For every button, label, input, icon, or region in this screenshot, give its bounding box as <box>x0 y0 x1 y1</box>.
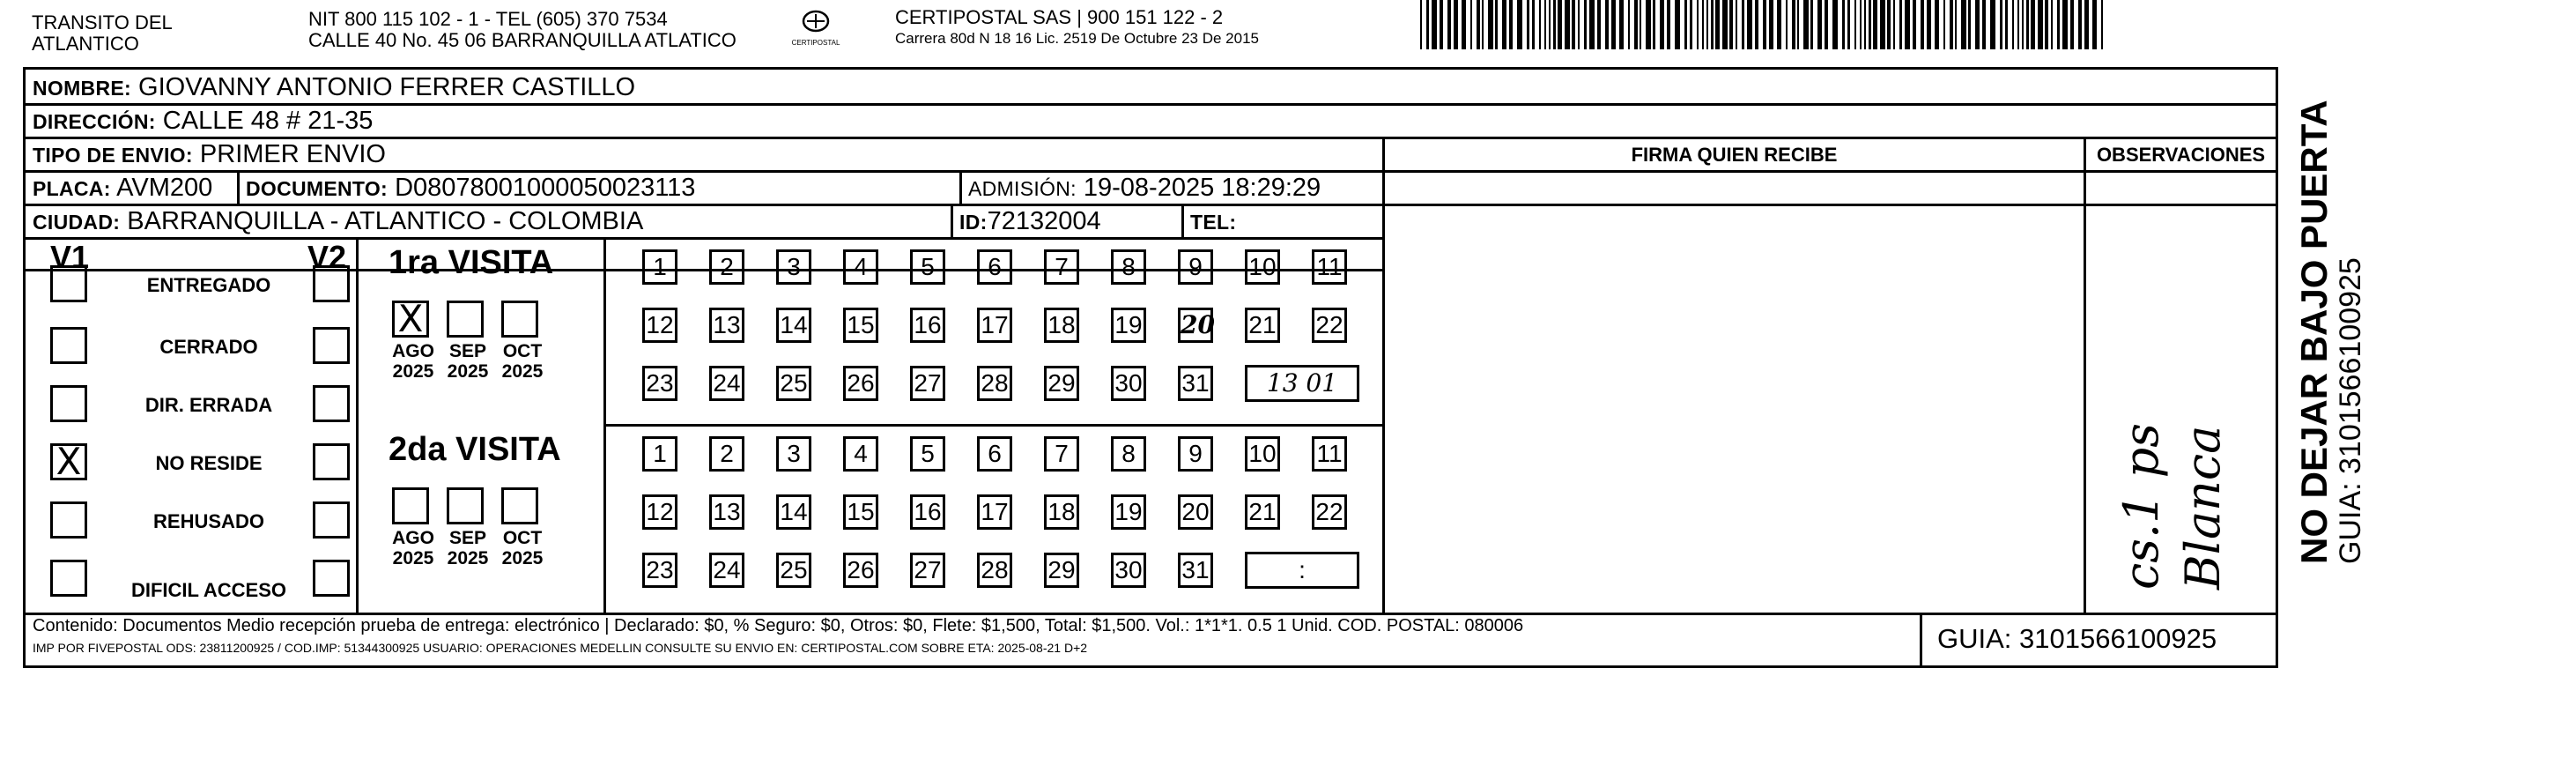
month-label: OCT 2025 <box>501 341 544 382</box>
day-box[interactable]: 30 <box>1111 366 1146 401</box>
admision-value: 19-08-2025 18:29:29 <box>1083 174 1321 202</box>
tel-field: TEL: <box>1190 211 1237 234</box>
status-label: NO RESIDE <box>155 452 263 474</box>
observaciones-heading: OBSERVACIONES <box>2096 144 2266 166</box>
day-box[interactable]: 13 <box>709 494 744 530</box>
day-box[interactable]: 19 <box>1111 494 1146 530</box>
day-box[interactable]: 28 <box>977 553 1012 588</box>
nombre-value: GIOVANNY ANTONIO FERRER CASTILLO <box>138 73 636 101</box>
documento-field: DOCUMENTO: D08078001000050023113 <box>246 174 696 202</box>
day-box[interactable]: 27 <box>910 553 945 588</box>
v1-checkbox[interactable] <box>50 560 87 597</box>
id-value: 72132004 <box>987 207 1101 235</box>
day-box[interactable]: 17 <box>977 494 1012 530</box>
day-box[interactable]: 10 <box>1245 436 1280 472</box>
issuer-name: TRANSITO DEL ATLANTICO <box>32 11 173 55</box>
observation-note-line1: cs.1 ps <box>2113 423 2169 590</box>
day-box[interactable]: 24 <box>709 366 744 401</box>
id-field: ID:72132004 <box>959 207 1101 235</box>
day-box[interactable]: 20 <box>1178 494 1213 530</box>
day-box[interactable]: 29 <box>1044 553 1079 588</box>
placa-value: AVM200 <box>116 174 213 202</box>
day-box[interactable]: 1 <box>642 436 677 472</box>
day-box[interactable]: 19 <box>1111 308 1146 343</box>
ciudad-value: BARRANQUILLA - ATLANTICO - COLOMBIA <box>127 207 644 235</box>
ciudad-field: CIUDAD: BARRANQUILLA - ATLANTICO - COLOMBIA <box>33 207 644 235</box>
placa-field: PLACA: AVM200 <box>33 174 213 202</box>
v2-checkbox[interactable] <box>313 443 350 480</box>
day-box[interactable]: 3 <box>776 436 811 472</box>
v2-checkbox[interactable] <box>313 501 350 539</box>
day-box[interactable]: 17 <box>977 308 1012 343</box>
day-box[interactable]: 29 <box>1044 366 1079 401</box>
side-guia: GUIA: 3101566100925 <box>2334 257 2367 564</box>
day-box[interactable]: 2 <box>709 436 744 472</box>
status-label: ENTREGADO <box>146 274 271 296</box>
day-box[interactable]: 21 <box>1245 308 1280 343</box>
day-box[interactable]: 18 <box>1044 308 1079 343</box>
day-box[interactable]: 6 <box>977 249 1012 285</box>
time-box[interactable]: 13 01 <box>1245 365 1359 402</box>
v2-checkbox[interactable] <box>313 385 350 422</box>
day-box[interactable]: 8 <box>1111 436 1146 472</box>
status-label: DIFICIL ACCESO <box>130 579 286 601</box>
status-label: CERRADO <box>159 336 258 358</box>
day-box[interactable]: 25 <box>776 366 811 401</box>
day-box[interactable]: 4 <box>843 436 878 472</box>
month-label: OCT 2025 <box>501 528 544 568</box>
day-box[interactable]: 25 <box>776 553 811 588</box>
day-box[interactable]: 7 <box>1044 249 1079 285</box>
day-box[interactable]: 26 <box>843 553 878 588</box>
day-box[interactable]: 8 <box>1111 249 1146 285</box>
observation-note-line2: Blanca <box>2175 425 2231 590</box>
day-box[interactable]: 1 <box>642 249 677 285</box>
contenido-line: Contenido: Documentos Medio recepción prueba de entrega: electrónico | Declarado: $0, % Seguro: $0, Otros: $0, Flete: $1,500, Total: $1,500. Vol.: 1*1*1. 0.5 1 Unid. COD. POSTAL: 080006 <box>33 616 1524 635</box>
imp-line: IMP POR FIVEPOSTAL ODS: 23811200925 / COD.IMP: 51344300925 USUARIO: OPERACIONES MEDELLIN CONSULTE SU ENVIO EN: CERTIPOSTAL.COM SOBRE ETA: 2025-08-21 D+2 <box>33 641 1088 655</box>
delivery-form <box>23 67 2278 668</box>
v2-checkbox[interactable] <box>313 327 350 364</box>
v1-checkbox[interactable] <box>50 501 87 539</box>
side-notice <box>2294 100 2366 564</box>
direccion-value: CALLE 48 # 21-35 <box>162 107 374 135</box>
day-box[interactable]: 31 <box>1178 553 1213 588</box>
month-label: AGO 2025 <box>392 341 434 382</box>
certipostal-logo: CERTIPOSTAL <box>788 5 844 51</box>
day-box[interactable]: 9 <box>1178 249 1213 285</box>
v1-checkbox[interactable]: X <box>50 443 87 480</box>
month-checkbox[interactable] <box>392 487 429 524</box>
day-box[interactable]: 11 <box>1312 249 1347 285</box>
day-box[interactable]: 23 <box>642 553 677 588</box>
direccion-row: DIRECCIÓN: CALLE 48 # 21-35 <box>33 107 374 135</box>
day-box[interactable]: 16 <box>910 308 945 343</box>
day-box[interactable]: 24 <box>709 553 744 588</box>
guia-number: GUIA: 3101566100925 <box>1937 623 2217 654</box>
day-box[interactable]: 16 <box>910 494 945 530</box>
day-box[interactable]: 26 <box>843 366 878 401</box>
day-box[interactable]: 5 <box>910 249 945 285</box>
admision-field: ADMISIÓN: 19-08-2025 18:29:29 <box>968 174 1321 202</box>
day-box[interactable]: 4 <box>843 249 878 285</box>
month-checkbox[interactable] <box>447 487 484 524</box>
month-checkbox[interactable] <box>501 487 538 524</box>
v2-checkbox[interactable] <box>313 265 350 302</box>
month-checkbox[interactable]: X <box>392 301 429 338</box>
day-box[interactable]: 6 <box>977 436 1012 472</box>
day-box[interactable]: 13 <box>709 308 744 343</box>
v1-checkbox[interactable] <box>50 385 87 422</box>
day-box[interactable]: 18 <box>1044 494 1079 530</box>
v1-heading: V1 <box>50 239 90 275</box>
v2-heading: V2 <box>307 239 347 275</box>
day-box[interactable]: 10 <box>1245 249 1280 285</box>
v2-checkbox[interactable] <box>313 560 350 597</box>
day-box[interactable]: 9 <box>1178 436 1213 472</box>
day-box[interactable]: 27 <box>910 366 945 401</box>
month-checkbox[interactable] <box>447 301 484 338</box>
month-checkbox[interactable] <box>501 301 538 338</box>
day-box[interactable]: 28 <box>977 366 1012 401</box>
tipo-envio-value: PRIMER ENVIO <box>199 140 386 168</box>
day-box[interactable]: 21 <box>1245 494 1280 530</box>
day-box[interactable]: 11 <box>1312 436 1347 472</box>
carrier-info: CERTIPOSTAL SAS | 900 151 122 - 2 Carrera 80d N 18 16 Lic. 2519 De Octubre 23 De 2015 <box>895 6 1259 47</box>
day-box[interactable]: 12 <box>642 308 677 343</box>
day-box[interactable]: 2 <box>709 249 744 285</box>
day-box[interactable]: 22 <box>1312 494 1347 530</box>
day-box[interactable]: 31 <box>1178 366 1213 401</box>
day-box[interactable]: 23 <box>642 366 677 401</box>
v1-checkbox[interactable] <box>50 265 87 302</box>
time-box[interactable]: : <box>1245 552 1359 589</box>
day-box[interactable]: 12 <box>642 494 677 530</box>
month-label: SEP 2025 <box>447 528 489 568</box>
no-dejar-bajo-puerta: NO DEJAR BAJO PUERTA <box>2293 100 2335 564</box>
issuer-contact: NIT 800 115 102 - 1 - TEL (605) 370 7534 CALLE 40 No. 45 06 BARRANQUILLA ATLATICO <box>308 8 737 51</box>
day-box[interactable]: 20 <box>1178 308 1213 343</box>
tipo-envio-row: TIPO DE ENVIO: PRIMER ENVIO <box>33 140 386 168</box>
day-box[interactable]: 14 <box>776 308 811 343</box>
month-label: AGO 2025 <box>392 528 434 568</box>
day-box[interactable]: 3 <box>776 249 811 285</box>
status-label: DIR. ERRADA <box>144 394 273 416</box>
day-box[interactable]: 30 <box>1111 553 1146 588</box>
day-box[interactable]: 5 <box>910 436 945 472</box>
status-label: REHUSADO <box>153 510 264 532</box>
day-box[interactable]: 15 <box>843 308 878 343</box>
documento-value: D08078001000050023113 <box>395 174 696 202</box>
nombre-row: NOMBRE: GIOVANNY ANTONIO FERRER CASTILLO <box>33 73 636 101</box>
month-label: SEP 2025 <box>447 341 489 382</box>
firma-heading: FIRMA QUIEN RECIBE <box>1631 144 1838 166</box>
day-box[interactable]: 22 <box>1312 308 1347 343</box>
day-box[interactable]: 7 <box>1044 436 1079 472</box>
barcode <box>1420 0 2107 49</box>
visit-title: 2da VISITA <box>389 431 561 468</box>
day-box[interactable]: 14 <box>776 494 811 530</box>
visit-title: 1ra VISITA <box>389 244 554 281</box>
day-box[interactable]: 15 <box>843 494 878 530</box>
v1-checkbox[interactable] <box>50 327 87 364</box>
